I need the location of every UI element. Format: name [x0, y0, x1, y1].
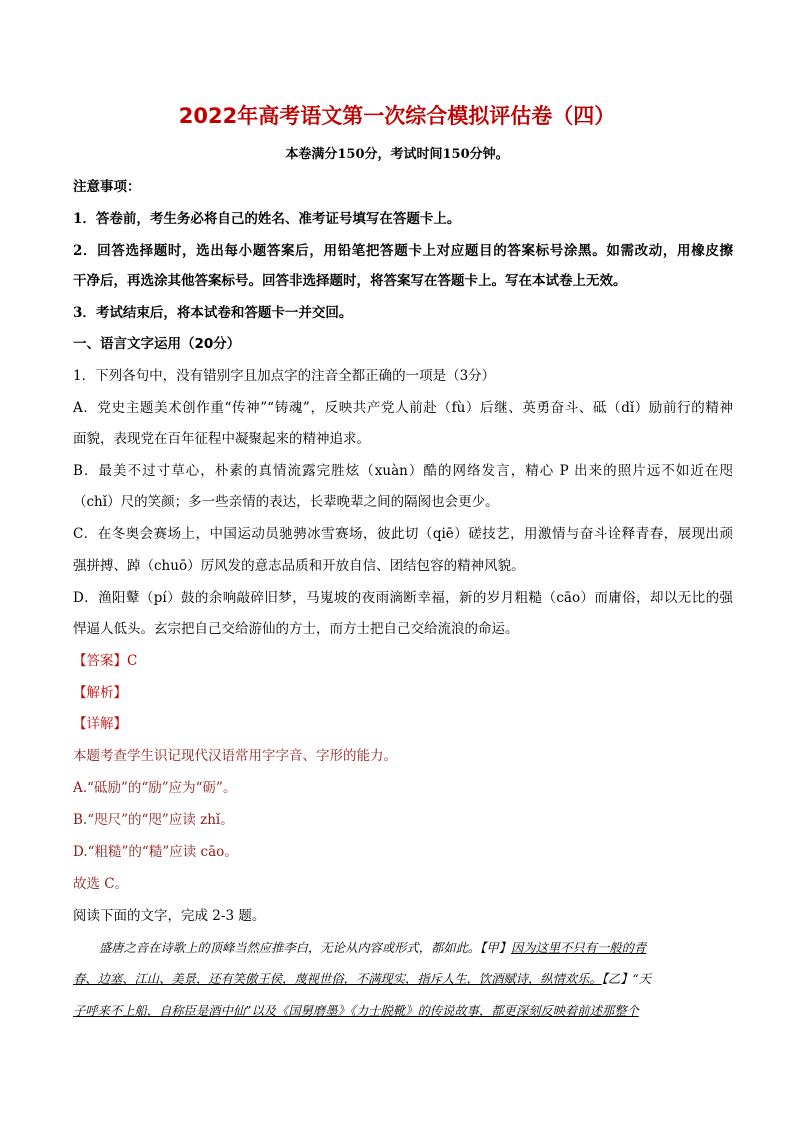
- section-heading: 一、语言文字运用（20分）: [73, 336, 241, 352]
- passage-text: 盛唐之音在诗歌上的顶峰当然应推李白，无论从内容或形式，都如此。【甲】: [99, 941, 511, 955]
- notes-item-2: 2．回答选择题时，选出每小题答案后，用铅笔把答题卡上对应题目的答案标号涂黑。如需改动，用橡皮擦: [73, 243, 733, 259]
- question-1: 1．下列各句中，没有错别字且加点字的注音全都正确的一项是（3分）: [73, 368, 496, 384]
- option-c: C．在冬奥会赛场上，中国运动员驰骋冰雪赛场，彼此切（qiē）磋技艺，用激情与奋斗诠释青春，展现出顽: [73, 526, 733, 542]
- option-d: D．渔阳鼙（pí）鼓的余响敲碎旧梦，马嵬坡的夜雨滴断幸福，新的岁月粗糙（cāo）而庸俗，却以无比的强: [73, 590, 733, 606]
- passage-underlined-text: 春、边塞、江山、美景，还有笑傲王侯，蔑视世俗，不满现实，指斥人生，饮酒赋诗，纵情欢乐。: [73, 972, 602, 986]
- detail-label: 【详解】: [73, 716, 127, 732]
- analysis-label: 【解析】: [73, 685, 127, 701]
- option-a-cont: 面貌，表现党在百年征程中凝聚起来的精神追求。: [73, 431, 370, 447]
- answer-label: 【答案】C: [73, 653, 138, 669]
- conclusion: 故选 C。: [73, 876, 129, 892]
- explanation-intro: 本题考查学生识记现代汉语常用字字音、字形的能力。: [73, 748, 397, 764]
- passage-line-2: [73, 969, 733, 989]
- option-b: B．最美不过寸草心，朴素的真情流露完胜炫（xuàn）酷的网络发言，精心 P 出来的照片远不如近在咫: [73, 463, 733, 479]
- notes-item-1: 1．答卷前，考生务必将自己的姓名、准考证号填写在答题卡上。: [73, 211, 461, 227]
- option-c-cont: 强拼搏、踔（chuō）厉风发的意志品质和开放自信、团结包容的精神风貌。: [73, 558, 525, 574]
- passage-text: 【乙】“天: [601, 972, 652, 986]
- passage-line-1: [73, 938, 733, 958]
- exam-info: 本卷满分150分，考试时间150分钟。: [285, 147, 509, 162]
- option-d-cont: 悍逼人低头。玄宗把自己交给游仙的方士，而方士把自己交给流浪的命运。: [73, 621, 519, 637]
- option-a: A．党史主题美术创作重“传神”“铸魂”，反映共产党人前赴（fù）后继、英勇奋斗、砥（dǐ）励前行的精神: [73, 400, 733, 416]
- passage-underlined-text: 因为这里不只有一般的青: [510, 941, 647, 955]
- passage-line-3: 子呼来不上船，自称臣是酒中仙”以及《国舅磨墨》《力士脱靴》的传说故事，都更深刻反映着前述那整个: [73, 1004, 639, 1018]
- reading-intro: 阅读下面的文字，完成 2-3 题。: [73, 908, 266, 924]
- notes-item-2-cont: 干净后，再选涂其他答案标号。回答非选择题时，将答案写在答题卡上。写在本试卷上无效。: [73, 273, 627, 289]
- notes-item-3: 3．考试结束后，将本试卷和答题卡一并交回。: [73, 305, 353, 321]
- notes-heading: 注意事项：: [73, 179, 141, 195]
- explanation-d: D.“粗糙”的“糙”应读 cāo。: [73, 844, 238, 860]
- option-b-cont: （chǐ）尺的笑颜；多一些亲情的表达，长辈晚辈之间的隔阂也会更少。: [73, 494, 499, 510]
- page-title: 2022年高考语文第一次综合模拟评估卷（四）: [178, 104, 616, 128]
- explanation-a: A.“砥励”的“励”应为“砺”。: [73, 780, 237, 796]
- explanation-b: B.“咫尺”的“咫”应读 zhǐ。: [73, 812, 234, 828]
